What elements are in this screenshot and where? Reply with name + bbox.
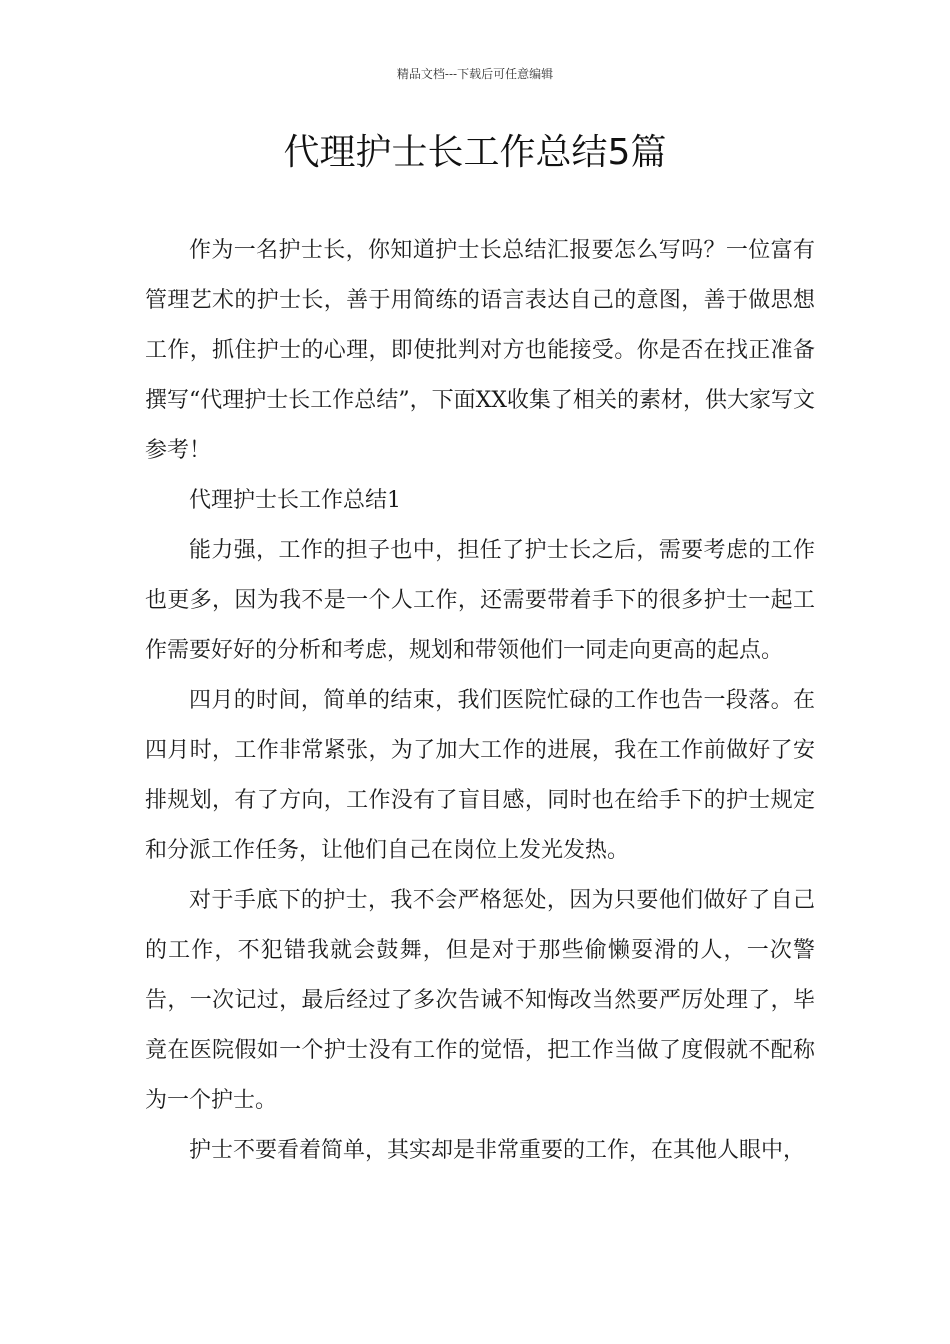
paragraph: 能力强，工作的担子也中，担任了护士长之后，需要考虑的工作也更多，因为我不是一个人工作，还需要带着手下的很多护士一起工作需要好好的分析和考虑，规划和带领他们一同走向更高的起点。	[145, 538, 815, 663]
paragraph: 护士不要看着简单，其实却是非常重要的工作，在其他人眼中，	[189, 1138, 806, 1163]
section-heading-1: 代理护士长工作总结1	[189, 488, 401, 513]
paragraph: 对于手底下的护士，我不会严格惩处，因为只要他们做好了自己的工作，不犯错我就会鼓舞，但是对于那些偷懒耍滑的人，一次警告，一次记过，最后经过了多次告诫不知悔改当然要严厉处理了，毕竟在医院假如一个护士没有工作的觉悟，把工作当做了度假就不配称为一个护士。	[145, 888, 815, 1113]
document-body	[145, 226, 815, 1176]
header-note: 精品文档---下载后可任意编辑	[396, 67, 554, 81]
paragraph-intro: 作为一名护士长，你知道护士长总结汇报要怎么写吗？一位富有管理艺术的护士长，善于用简练的语言表达自己的意图，善于做思想工作，抓住护士的心理，即使批判对方也能接受。你是否在找正准备撰写“代理护士长工作总结”，下面XX收集了相关的素材，供大家写文参考！	[145, 238, 815, 463]
paragraph: 四月的时间，简单的结束，我们医院忙碌的工作也告一段落。在四月时，工作非常紧张，为了加大工作的进展，我在工作前做好了安排规划，有了方向，工作没有了盲目感，同时也在给手下的护士规定和分派工作任务，让他们自己在岗位上发光发热。	[145, 688, 815, 863]
document-title: 代理护士长工作总结5篇	[283, 132, 667, 173]
